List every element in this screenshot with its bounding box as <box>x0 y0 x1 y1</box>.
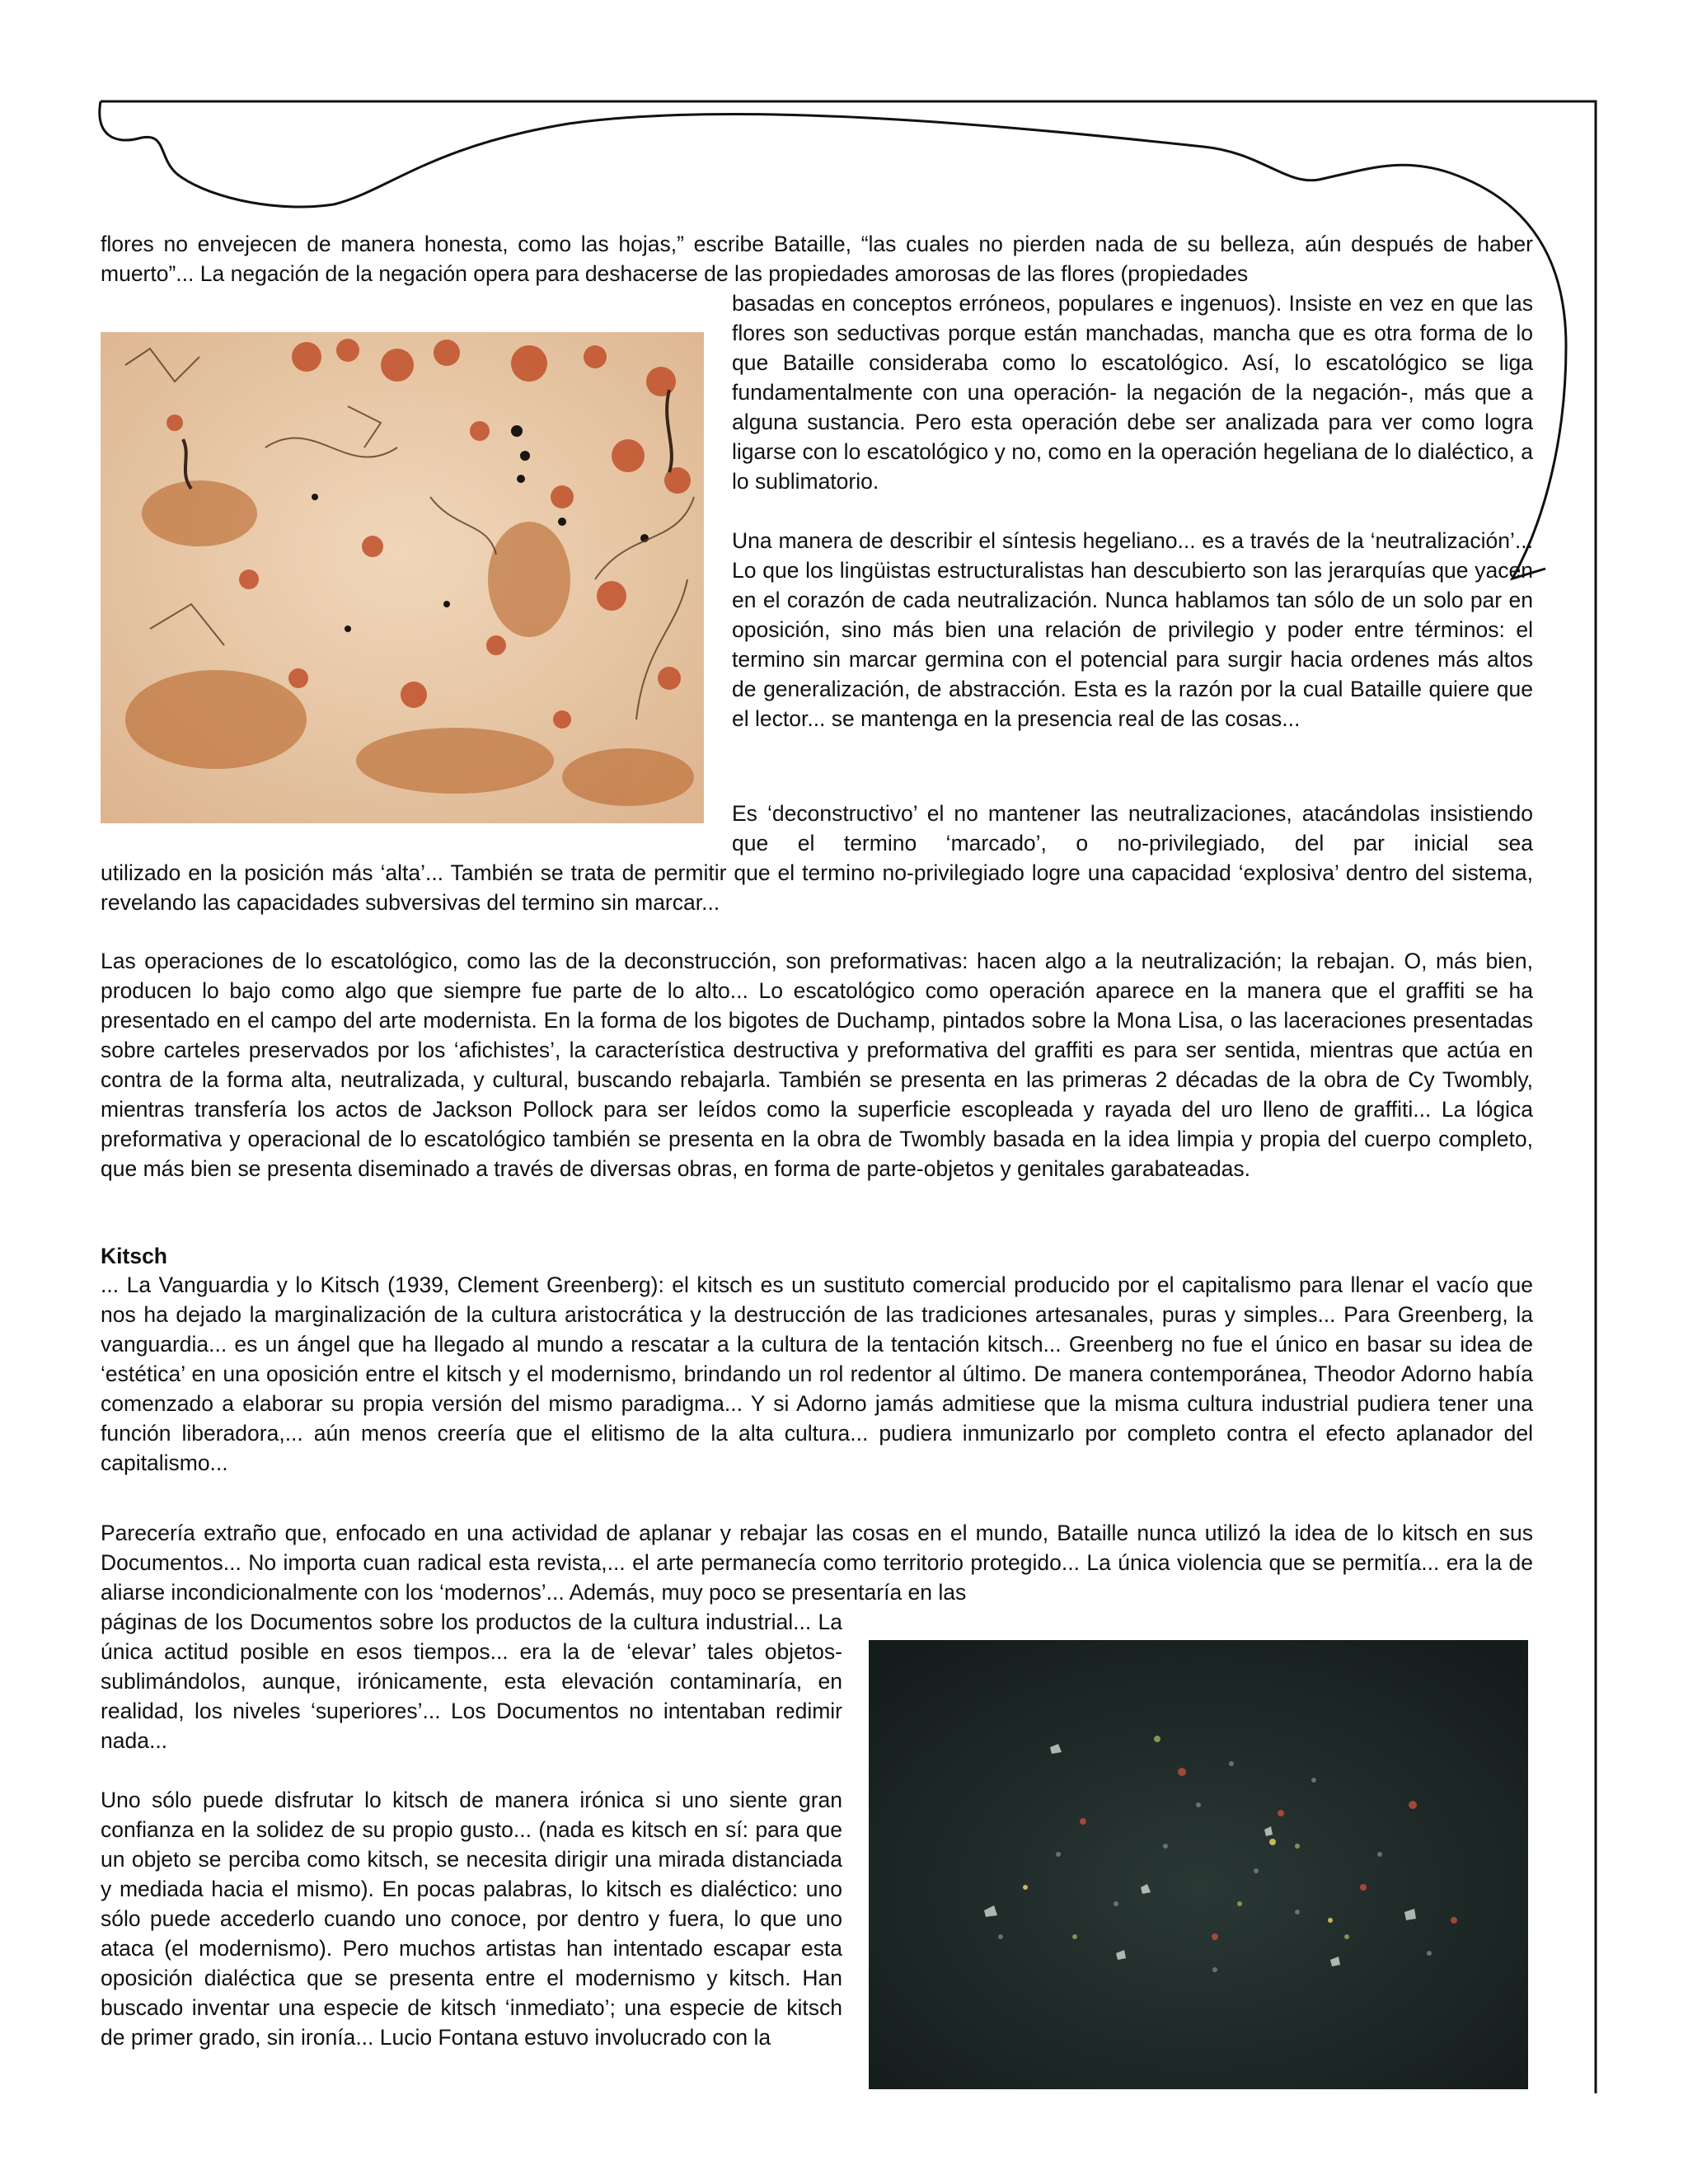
paragraph-2-right-column: Una manera de describir el síntesis hegeliano... es a través de la ‘neutralización’... Lo que los lingüistas estructuralistas han descubierto son las jerarquías que yacen en el corazón de cada neutralización. Nunca hablamos tan sólo de un solo par en oposición, sino más bien una relación de privilegio y poder entre términos: el termino sin marcar germina con el potencial para surgir hacia ordenes más altos de generalización, de abstracción. Esta es la razón por la cual Bataille quiere que el lector... se mantenga en la presencia real de las cosas... <box>732 528 1533 731</box>
abstract-painting-warm-image <box>101 332 704 823</box>
paragraph-5: ... La Vanguardia y lo Kitsch (1939, Clement Greenberg): el kitsch es un sustituto comercial producido por el capitalismo para llenar el vacío que nos ha dejado la marginalización de la cultura aristocrática y la destrucción de las tradiciones artesanales, puras y simples... Para Greenberg, la vanguardia... es un ángel que ha llegado al mundo a rescatar a la cultura de la tentación kitsch... Greenberg no fue el único en basar su idea de ‘estética’ en una oposición entre el kitsch y el modernismo, brindando un rol redentor al último. De manera contemporánea, Theodor Adorno había comenzado a elaborar su propia versión del mismo paradigma... Y si Adorno jamás admitiese que la misma cultura industrial pudiera tener una función liberadora,... aún menos creería que el elitismo de la alta cultura... pudiera inmunizarlo por completo contra el efecto aplanador del capitalismo... <box>101 1272 1533 1475</box>
paragraph-6-full-width: Parecería extraño que, enfocado en una actividad de aplanar y rebajar las cosas en el mundo, Bataille nunca utilizó la idea de lo kitsch en sus Documentos... No importa cuan radical esta revista,... el arte permanecía como territorio protegido... La única violencia que se permitía... era la de aliarse incondicionalmente con los ‘modernos’... Además, muy poco se presentaría en las <box>101 1521 1533 1605</box>
section-heading-kitsch: Kitsch <box>101 1244 167 1268</box>
paragraph-1-right-column: basadas en conceptos erróneos, populares e ingenuos). Insiste en vez en que las flores son seductivas porque están manchadas, mancha que es otra forma de lo que Bataille consideraba como lo escatológico. Así, lo escatológico se liga fundamentalmente con una operación- la negación de la negación-, más que a alguna sustancia. Pero esta operación debe ser analizada para ver como logra ligarse con lo escatológico y no, como en la operación hegeliana de lo dialéctico, a lo sublimatorio. <box>732 291 1533 494</box>
dark-painting-image <box>869 1640 1528 2089</box>
paragraph-3-right-column: Es ‘deconstructivo’ el no mantener las neutralizaciones, atacándolas insistiendo que el termino ‘marcado’, o no-privilegiado, del par inicial sea <box>732 801 1533 855</box>
paragraph-7-left-column: Uno sólo puede disfrutar lo kitsch de manera irónica si uno siente gran confianza en la solidez de su propio gusto... (nada es kitsch en sí: para que un objeto se perciba como kitsch, se necesita dirigir una mirada distanciada y mediada hacia el mismo). En pocas palabras, lo kitsch es dialéctico: uno sólo puede accederlo cuando uno conoce, por dentro y fuera, lo que uno ataca (el modernismo). Pero muchos artistas han intentado escapar esta oposición dialéctica que se presenta entre el modernismo y kitsch. Han buscado inventar una especie de kitsch ‘inmediato’; una especie de kitsch de primer grado, sin ironía... Lucio Fontana estuvo involucrado con la <box>101 1788 842 2050</box>
paragraph-4: Las operaciones de lo escatológico, como las de la deconstrucción, son preformativas: hacen algo a la neutralización; la rebajan. O, más bien, producen lo bajo como algo que siempre fue parte de lo alto... Lo escatológico como operación aparece en la manera que el graffiti se ha presentado en el campo del arte modernista. En la forma de los bigotes de Duchamp, pintados sobre la Mona Lisa, o las laceraciones presentadas sobre carteles preservados por los ‘afichistes’, la característica destructiva y preformativa del graffiti es para ser sentida, mientras que actúa en contra de la forma alta, neutralizada, y cultural, buscando rebajarla. También se presenta en las primeras 2 décadas de la obra de Cy Twombly, mientras transfería los actos de Jackson Pollock para ser leídos como la superficie escopleada y rayada del uro lleno de graffiti... La lógica preformativa y operacional de lo escatológico también se presenta en la obra de Twombly basada en la idea limpia y propia del cuerpo completo, que más bien se presenta diseminado a través de diversas obras, en forma de parte-objetos y genitales garabateadas. <box>101 949 1533 1181</box>
paragraph-3-full-width: utilizado en la posición más ‘alta’... También se trata de permitir que el termino no-privilegiado logre una capacidad ‘explosiva’ dentro del sistema, revelando las capacidades subversivas del termino sin marcar... <box>101 860 1533 915</box>
paragraph-1-full-width: flores no envejecen de manera honesta, como las hojas,” escribe Bataille, “las cuales no pierden nada de su belleza, aún después de haber muerto”... La negación de la negación opera para deshacerse de las propiedades amorosas de las flores (propiedades <box>101 232 1533 286</box>
paragraph-6-left-column: páginas de los Documentos sobre los productos de la cultura industrial... La única actitud posible en esos tiempos... era la de ‘elevar’ tales objetos- sublimándolos, aunque, irónicamente, esta elevación contaminaría, en realidad, los niveles ‘superiores’... Los Documentos no intentaban redimir nada... <box>101 1610 842 1753</box>
